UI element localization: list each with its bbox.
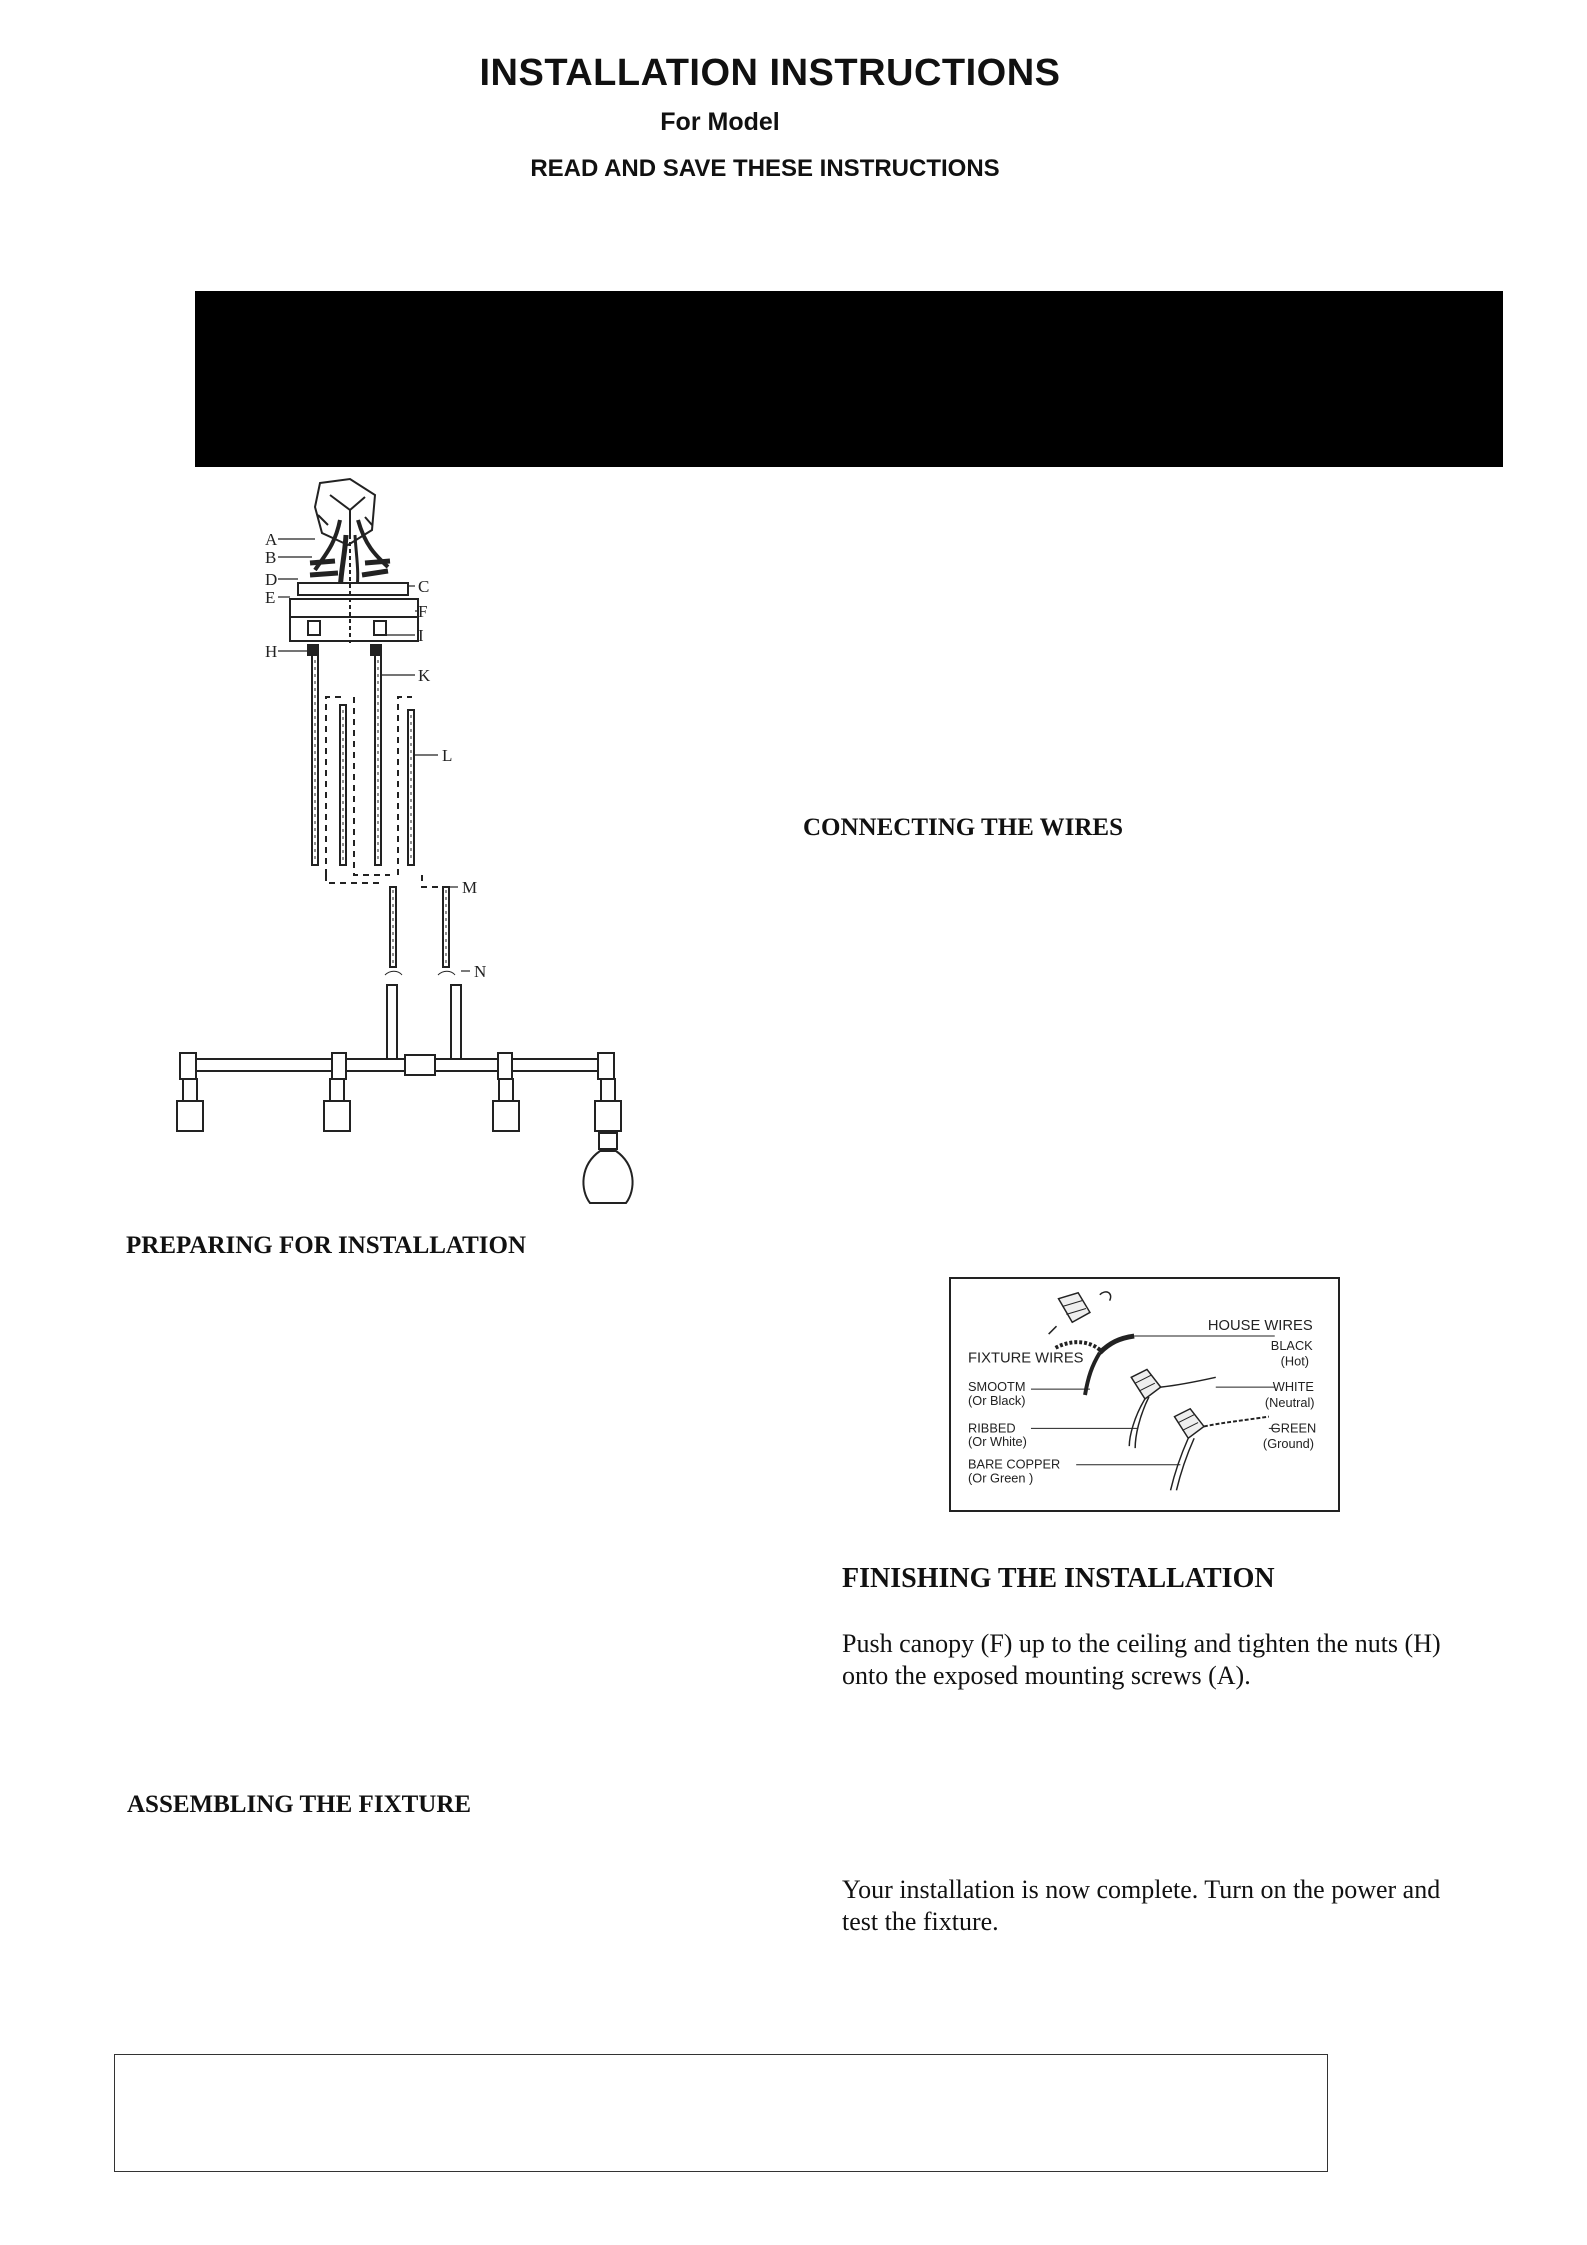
part-label-e: E	[265, 588, 276, 607]
part-label-a: A	[265, 530, 278, 549]
white-wire-label: WHITE	[1272, 1379, 1314, 1395]
part-label-f: F	[418, 602, 428, 621]
completion-note: Your installation is now complete. Turn on the power and test the fixture.	[842, 1875, 1441, 1936]
wiring-diagram	[949, 1277, 1340, 1512]
part-label-d: D	[265, 570, 278, 589]
or-black-label: (Or Black)	[968, 1392, 1026, 1408]
read-save-notice: READ AND SAVE THESE INSTRUCTIONS	[530, 155, 1000, 182]
part-label-h: H	[265, 642, 278, 661]
house-wires-label: HOUSE WIRES	[1207, 1318, 1313, 1335]
or-green-label: (Or Green )	[968, 1470, 1034, 1486]
connecting-wires-heading: CONNECTING THE WIRES	[803, 814, 1123, 841]
part-label-b: B	[265, 548, 277, 567]
part-label-m: M	[462, 878, 478, 897]
hot-label: (Hot)	[1280, 1353, 1310, 1369]
part-label-k: K	[418, 666, 431, 685]
part-label-c: C	[418, 577, 430, 596]
part-label-n: N	[474, 962, 487, 981]
smooth-wire-label: SMOOTM	[968, 1379, 1026, 1395]
fixture-exploded-diagram	[150, 475, 710, 1215]
green-wire-label: GREEN	[1270, 1420, 1317, 1436]
ground-label: (Ground)	[1262, 1436, 1315, 1452]
page-title: INSTALLATION INSTRUCTIONS	[479, 52, 1061, 94]
notice-box	[114, 2054, 1328, 2172]
part-label-l: L	[442, 746, 453, 765]
preparing-installation-heading: PREPARING FOR INSTALLATION	[126, 1232, 527, 1259]
model-line: For Model	[660, 108, 780, 136]
ribbed-wire-label: RIBBED	[968, 1420, 1016, 1436]
neutral-label: (Neutral)	[1264, 1394, 1315, 1410]
black-wire-label: BLACK	[1270, 1337, 1313, 1353]
or-white-label: (Or White)	[968, 1434, 1027, 1450]
assembling-fixture-heading: ASSEMBLING THE FIXTURE	[127, 1791, 472, 1818]
part-label-i: I	[418, 626, 424, 645]
warning-banner	[195, 291, 1503, 467]
finishing-instructions: Push canopy (F) up to the ceiling and tighten the nuts (H) onto the exposed mounting screws (A).	[842, 1629, 1441, 1690]
fixture-wires-label: FIXTURE WIRES	[968, 1350, 1084, 1367]
finishing-installation-heading: FINISHING THE INSTALLATION	[842, 1563, 1275, 1594]
bare-copper-label: BARE COPPER	[968, 1456, 1061, 1472]
